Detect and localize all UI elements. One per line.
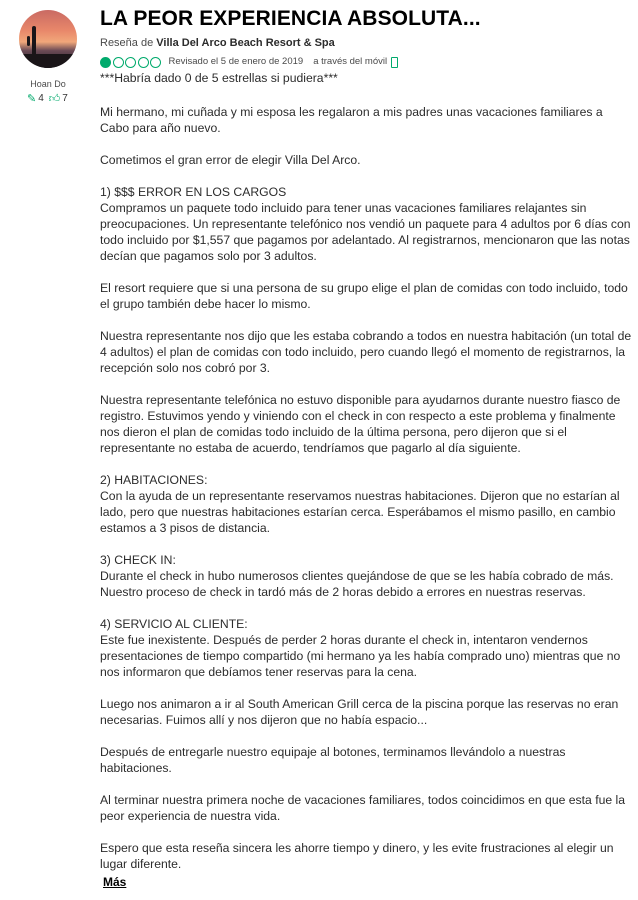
ground-silhouette	[19, 54, 77, 68]
review-paragraph: 3) CHECK IN: Durante el check in hubo numerosos clientes quejándose de que se les había cobrado de más. Nuestro proceso de check in tardó más de 2 horas debido a errores en nuestras reservas.	[100, 553, 614, 599]
review-paragraph: ***Habría dado 0 de 5 estrellas si pudiera***	[100, 71, 338, 85]
review-paragraph: Al terminar nuestra primera noche de vacaciones familiares, todos coincidimos en que esta fue la peor experiencia de nuestra vida.	[100, 793, 626, 823]
thumbs-up-icon: 👍︎	[48, 93, 61, 105]
review-paragraph: 4) SERVICIO AL CLIENTE: Este fue inexistente. Después de perder 2 horas durante el check in, intentaron vendernos presentaciones de tiempo compartido (mi hermano ya les había comprado uno) mientras que no nos informaron que debíamos tener reservas para la cena.	[100, 617, 621, 679]
hotel-link[interactable]: Villa Del Arco Beach Resort & Spa	[156, 37, 335, 49]
review-paragraph: Nuestra representante nos dijo que les estaba cobrando a todos en nuestra habitación (un total de 4 adultos) el plan de comidas con todo incluido, pero cuando llegó el momento de registrarnos, la recepción solo nos cobró por 3.	[100, 329, 632, 375]
review-paragraph: Espero que esta reseña sincera les ahorre tiempo y dinero, y les evite frustraciones al elegir un lugar diferente.	[100, 841, 614, 871]
cactus-arm	[27, 36, 30, 46]
helpful-count: 7	[62, 93, 68, 104]
more-link[interactable]: Más	[103, 875, 127, 889]
review-paragraph: 2) HABITACIONES: Con la ayuda de un representante reservamos nuestras habitaciones. Dijeron que no estarían al lado, pero que nuestras habitaciones estarían cerca. Esperábamos el mismo pasillo, en cambio estamos a 3 pisos de distancia.	[100, 473, 620, 535]
review-paragraph: 1) $$$ ERROR EN LOS CARGOS Compramos un paquete todo incluido para tener unas vacaciones familiares relajantes sin preocupaciones. Un representante telefónico nos vendió un paquete para 4 adultos por 6 días con todo incluido por $1,557 que pagamos por adelantado. Al registrarnos, mencionaron que las notas decían que pagamos solo por 3 adultos.	[100, 185, 631, 263]
review-paragraph: Luego nos animaron a ir al South American Grill cerca de la piscina porque las reservas no eran necesarias. Fuimos allí y nos dijeron que no había espacio...	[100, 697, 619, 727]
review-paragraph: Después de entregarle nuestro equipaje al botones, terminamos llevándolo a nuestras habitaciones.	[100, 745, 566, 775]
avatar[interactable]	[19, 10, 77, 68]
review-count-icon: ✎	[27, 93, 37, 105]
review-paragraph: Cometimos el gran error de elegir Villa Del Arco.	[100, 153, 361, 167]
user-stats	[27, 93, 68, 105]
review-body	[100, 0, 635, 900]
review-paragraph: El resort requiere que si una persona de su grupo elige el plan de comidas con todo incluido, todo el grupo también debe hacer lo mismo.	[100, 281, 628, 311]
hotel-prefix: Reseña de	[100, 37, 157, 49]
username[interactable]: Hoan Do	[30, 79, 66, 89]
review-paragraph: Nuestra representante telefónica no estuvo disponible para ayudarnos durante nuestro fiasco de registro. Estuvimos yendo y viniendo con el check in con respecto a este problema y finalmente nos dieron el plan de comidas todo incluido de la última persona, pero dijeron que si el representante no estaba de acuerdo, tendríamos que pagarlo al día siguiente.	[100, 393, 621, 455]
review-count: 4	[38, 93, 44, 104]
review-paragraph: Mi hermano, mi cuñada y mi esposa les regalaron a mis padres unas vacaciones familiares a Cabo para año nuevo.	[100, 105, 603, 135]
review-title: LA PEOR EXPERIENCIA ABSOLUTA...	[100, 7, 481, 30]
review-via: a través del móvil	[313, 56, 388, 67]
review-date: Revisado el 5 de enero de 2019	[168, 56, 304, 67]
